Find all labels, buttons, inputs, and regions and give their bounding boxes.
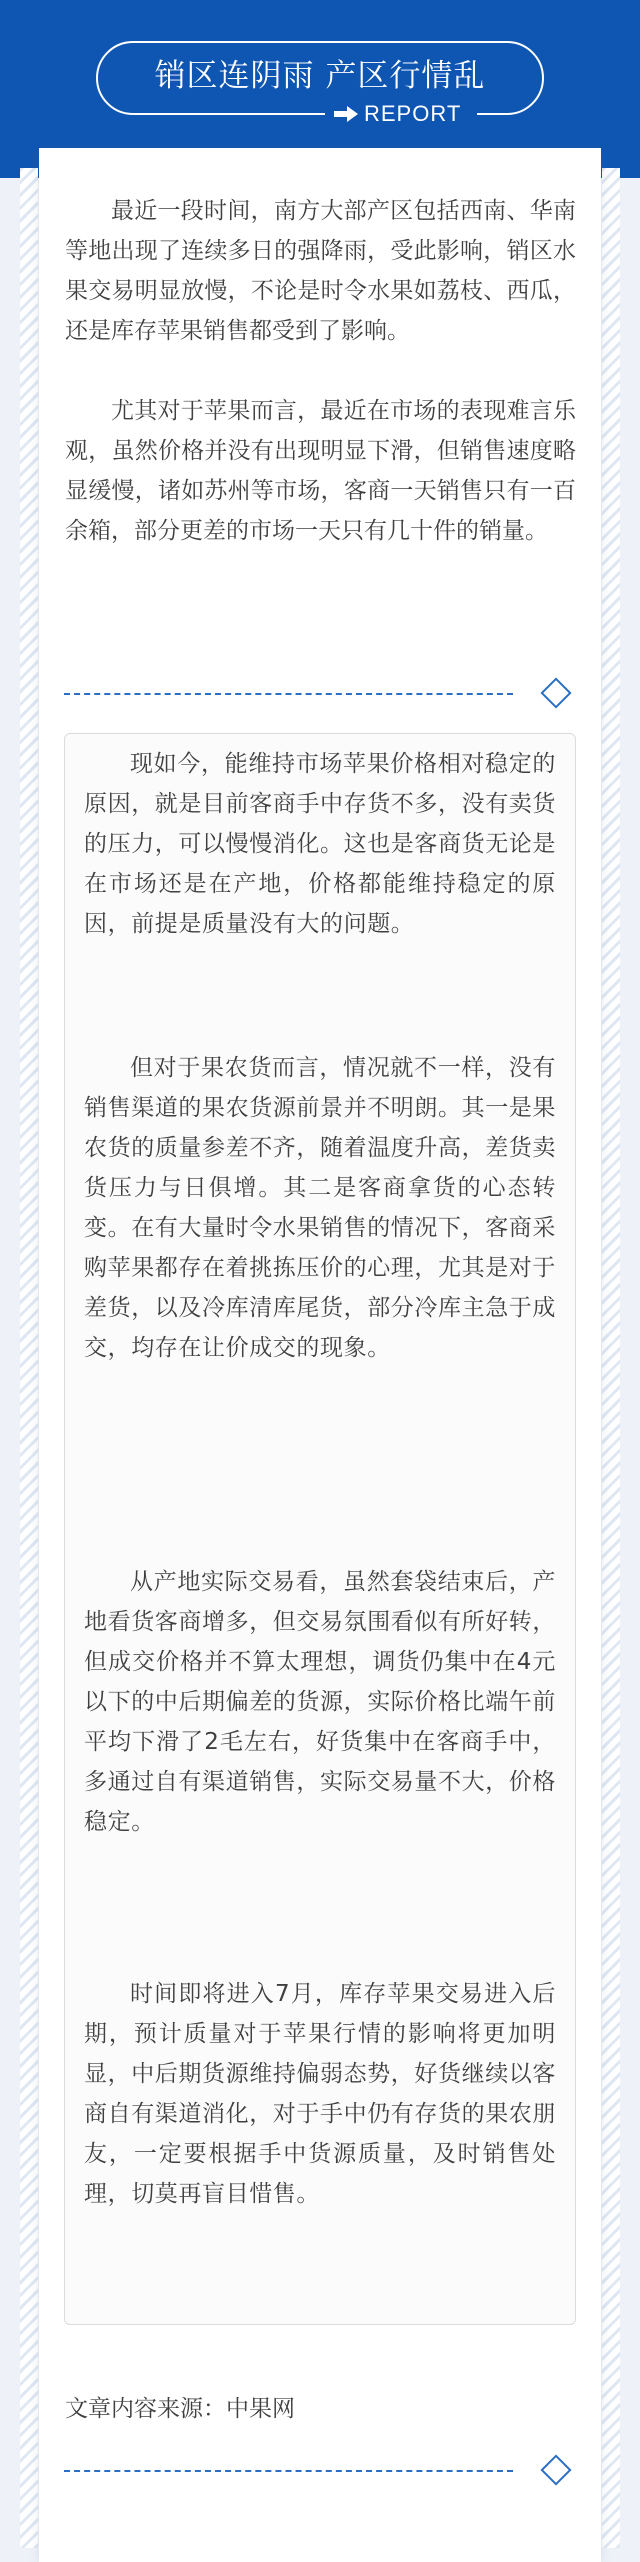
intro-paragraph-1: 最近一段时间，南方大部产区包括西南、华南等地出现了连续多日的强降雨，受此影响，销区水果交易明显放慢，不论是时令水果如荔枝、西瓜，还是库存苹果销售都受到了影响。 (65, 198, 576, 344)
arrow-right-icon (334, 106, 358, 122)
bottom-divider (64, 2470, 513, 2472)
article-source: 文章内容来源：中果网 (65, 2396, 295, 2422)
page-title: 销区连阴雨 产区行情乱 (154, 58, 486, 94)
boxed-paragraph-2: 但对于果农货而言，情况就不一样，没有销售渠道的果农货源前景并不明朗。其一是果农货的质量参差不齐，随着温度升高，差货卖货压力与日俱增。其二是客商拿货的心态转变。在有大量时令水果销售的情况下，客商采购苹果都存在着挑拣压价的心理，尤其是对于差货，以及冷库清库尾货，部分冷库主急于成交，均存在让价成交的现象。 (84, 1055, 556, 1361)
boxed-paragraph-3: 从产地实际交易看，虽然套袋结束后，产地看货客商增多，但交易氛围看似有所好转，但成交价格并不算太理想，调货仍集中在4元以下的中后期偏差的货源，实际价格比端午前平均下滑了2毛左右，好货集中在客商手中，多通过自有渠道销售，实际交易量不大，价格稳定。 (84, 1569, 556, 1835)
left-stripe-decoration (20, 168, 38, 2548)
section-divider (64, 693, 513, 695)
boxed-paragraph-4: 时间即将进入7月，库存苹果交易进入后期，预计质量对于苹果行情的影响将更加明显，中后期货源维持偏弱态势，好货继续以客商自有渠道消化，对于手中仍有存货的果农朋友，一定要根据手中货源质量，及时销售处理，切莫再盲目惜售。 (84, 1981, 556, 2207)
right-stripe-decoration (602, 168, 620, 2548)
intro-paragraph-2: 尤其对于苹果而言，最近在市场的表现难言乐观，虽然价格并没有出现明显下滑，但销售速度略显缓慢，诸如苏州等市场，客商一天销售只有一百余箱，部分更差的市场一天只有几十件的销量。 (65, 398, 576, 544)
boxed-paragraph-1: 现如今，能维持市场苹果价格相对稳定的原因，就是目前客商手中存货不多，没有卖货的压力，可以慢慢消化。这也是客商货无论是在市场还是在产地，价格都能维持稳定的原因，前提是质量没有大的问题。 (84, 751, 556, 937)
report-label-text: REPORT (364, 101, 462, 126)
report-label (334, 101, 461, 127)
